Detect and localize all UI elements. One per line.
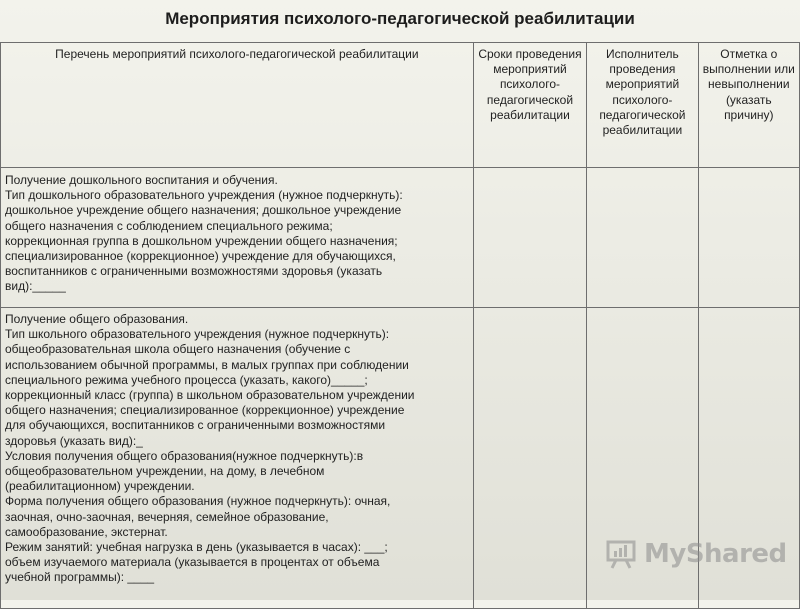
page-title: Мероприятия психолого-педагогической реабилитации	[165, 9, 635, 28]
watermark-text: MyShared	[644, 539, 787, 569]
text-line: объем изучаемого материала (указывается в процентах от объема	[5, 555, 380, 570]
measures-cell-preschool	[1, 168, 474, 308]
header-measures-label: Перечень мероприятий психолого-педагогической реабилитации	[55, 47, 419, 61]
text-line: специального режима учебного процесса (указать, какого)_____;	[5, 372, 368, 387]
text-line: здоровья (указать вид):_	[5, 433, 143, 448]
text-line: Тип дошкольного образовательного учреждения (нужное подчеркнуть):	[5, 188, 403, 203]
executor-cell-empty[interactable]	[587, 168, 698, 308]
completion-cell-empty[interactable]	[698, 168, 799, 308]
table-header-row	[1, 43, 800, 168]
header-cell-terms	[473, 43, 586, 168]
text-line: самообразование, экстернат.	[5, 524, 168, 539]
terms-cell-empty[interactable]	[473, 168, 586, 308]
text-line: учебной программы): ____	[5, 570, 155, 585]
text-line: дошкольное учреждение общего назначения; дошкольное учреждение	[5, 203, 402, 218]
text-line: Режим занятий: учебная нагрузка в день (указывается в часах): ___;	[5, 540, 388, 555]
text-line: общего назначения с соблюдением специального режима;	[5, 218, 333, 233]
terms-cell-empty[interactable]	[473, 308, 586, 609]
watermark	[606, 536, 787, 572]
text-line: Тип школьного образовательного учреждения (нужное подчеркнуть):	[5, 327, 390, 342]
header-cell-completion-mark	[698, 43, 799, 168]
rehabilitation-table	[0, 42, 800, 609]
text-line: воспитанников с ограниченными возможностями здоровья (указать	[5, 264, 383, 279]
text-line: Получение общего образования.	[5, 312, 189, 326]
text-line: общеобразовательном учреждении, на дому, в лечебном	[5, 464, 325, 479]
text-line: Условия получения общего образования(нужное подчеркнуть):в	[5, 448, 364, 463]
text-line: (реабилитационном) учреждении.	[5, 479, 195, 494]
header-executor-label: Исполнитель проведения мероприятий психолого-педагогической реабилитации	[599, 47, 686, 138]
text-line: общего назначения; специализированное (коррекционное) учреждение	[5, 403, 405, 418]
text-line: использованием обычной программы, в малых группах при соблюдении	[5, 357, 409, 372]
header-cell-measures	[1, 43, 474, 168]
table-row	[1, 168, 800, 308]
text-line: заочная, очно-заочная, вечерняя, семейное образование,	[5, 509, 329, 524]
presentation-board-icon	[606, 539, 638, 569]
text-line: вид):_____	[5, 279, 66, 294]
header-terms-label: Сроки проведения мероприятий психолого-педагогической реабилитации	[478, 47, 582, 122]
measures-cell-general-education	[1, 308, 474, 609]
text-line: коррекционная группа в дошкольном учреждении общего назначения;	[5, 233, 398, 248]
text-line: общеобразовательная школа общего назначения (обучение с	[5, 342, 351, 357]
header-cell-executor	[587, 43, 698, 168]
text-line: коррекционный класс (группа) в школьном образовательном учреждении	[5, 388, 415, 403]
text-line: для обучающихся, воспитанников с ограниченными возможностями	[5, 418, 386, 433]
text-line: специализированное (коррекционное) учреждение для обучающихся,	[5, 249, 396, 264]
text-line: Получение дошкольного воспитания и обучения.	[5, 173, 278, 187]
text-line: Форма получения общего образования (нужное подчеркнуть): очная,	[5, 494, 391, 509]
header-completion-label: Отметка о выполнении или невыполнении (указать причину)	[702, 47, 795, 122]
